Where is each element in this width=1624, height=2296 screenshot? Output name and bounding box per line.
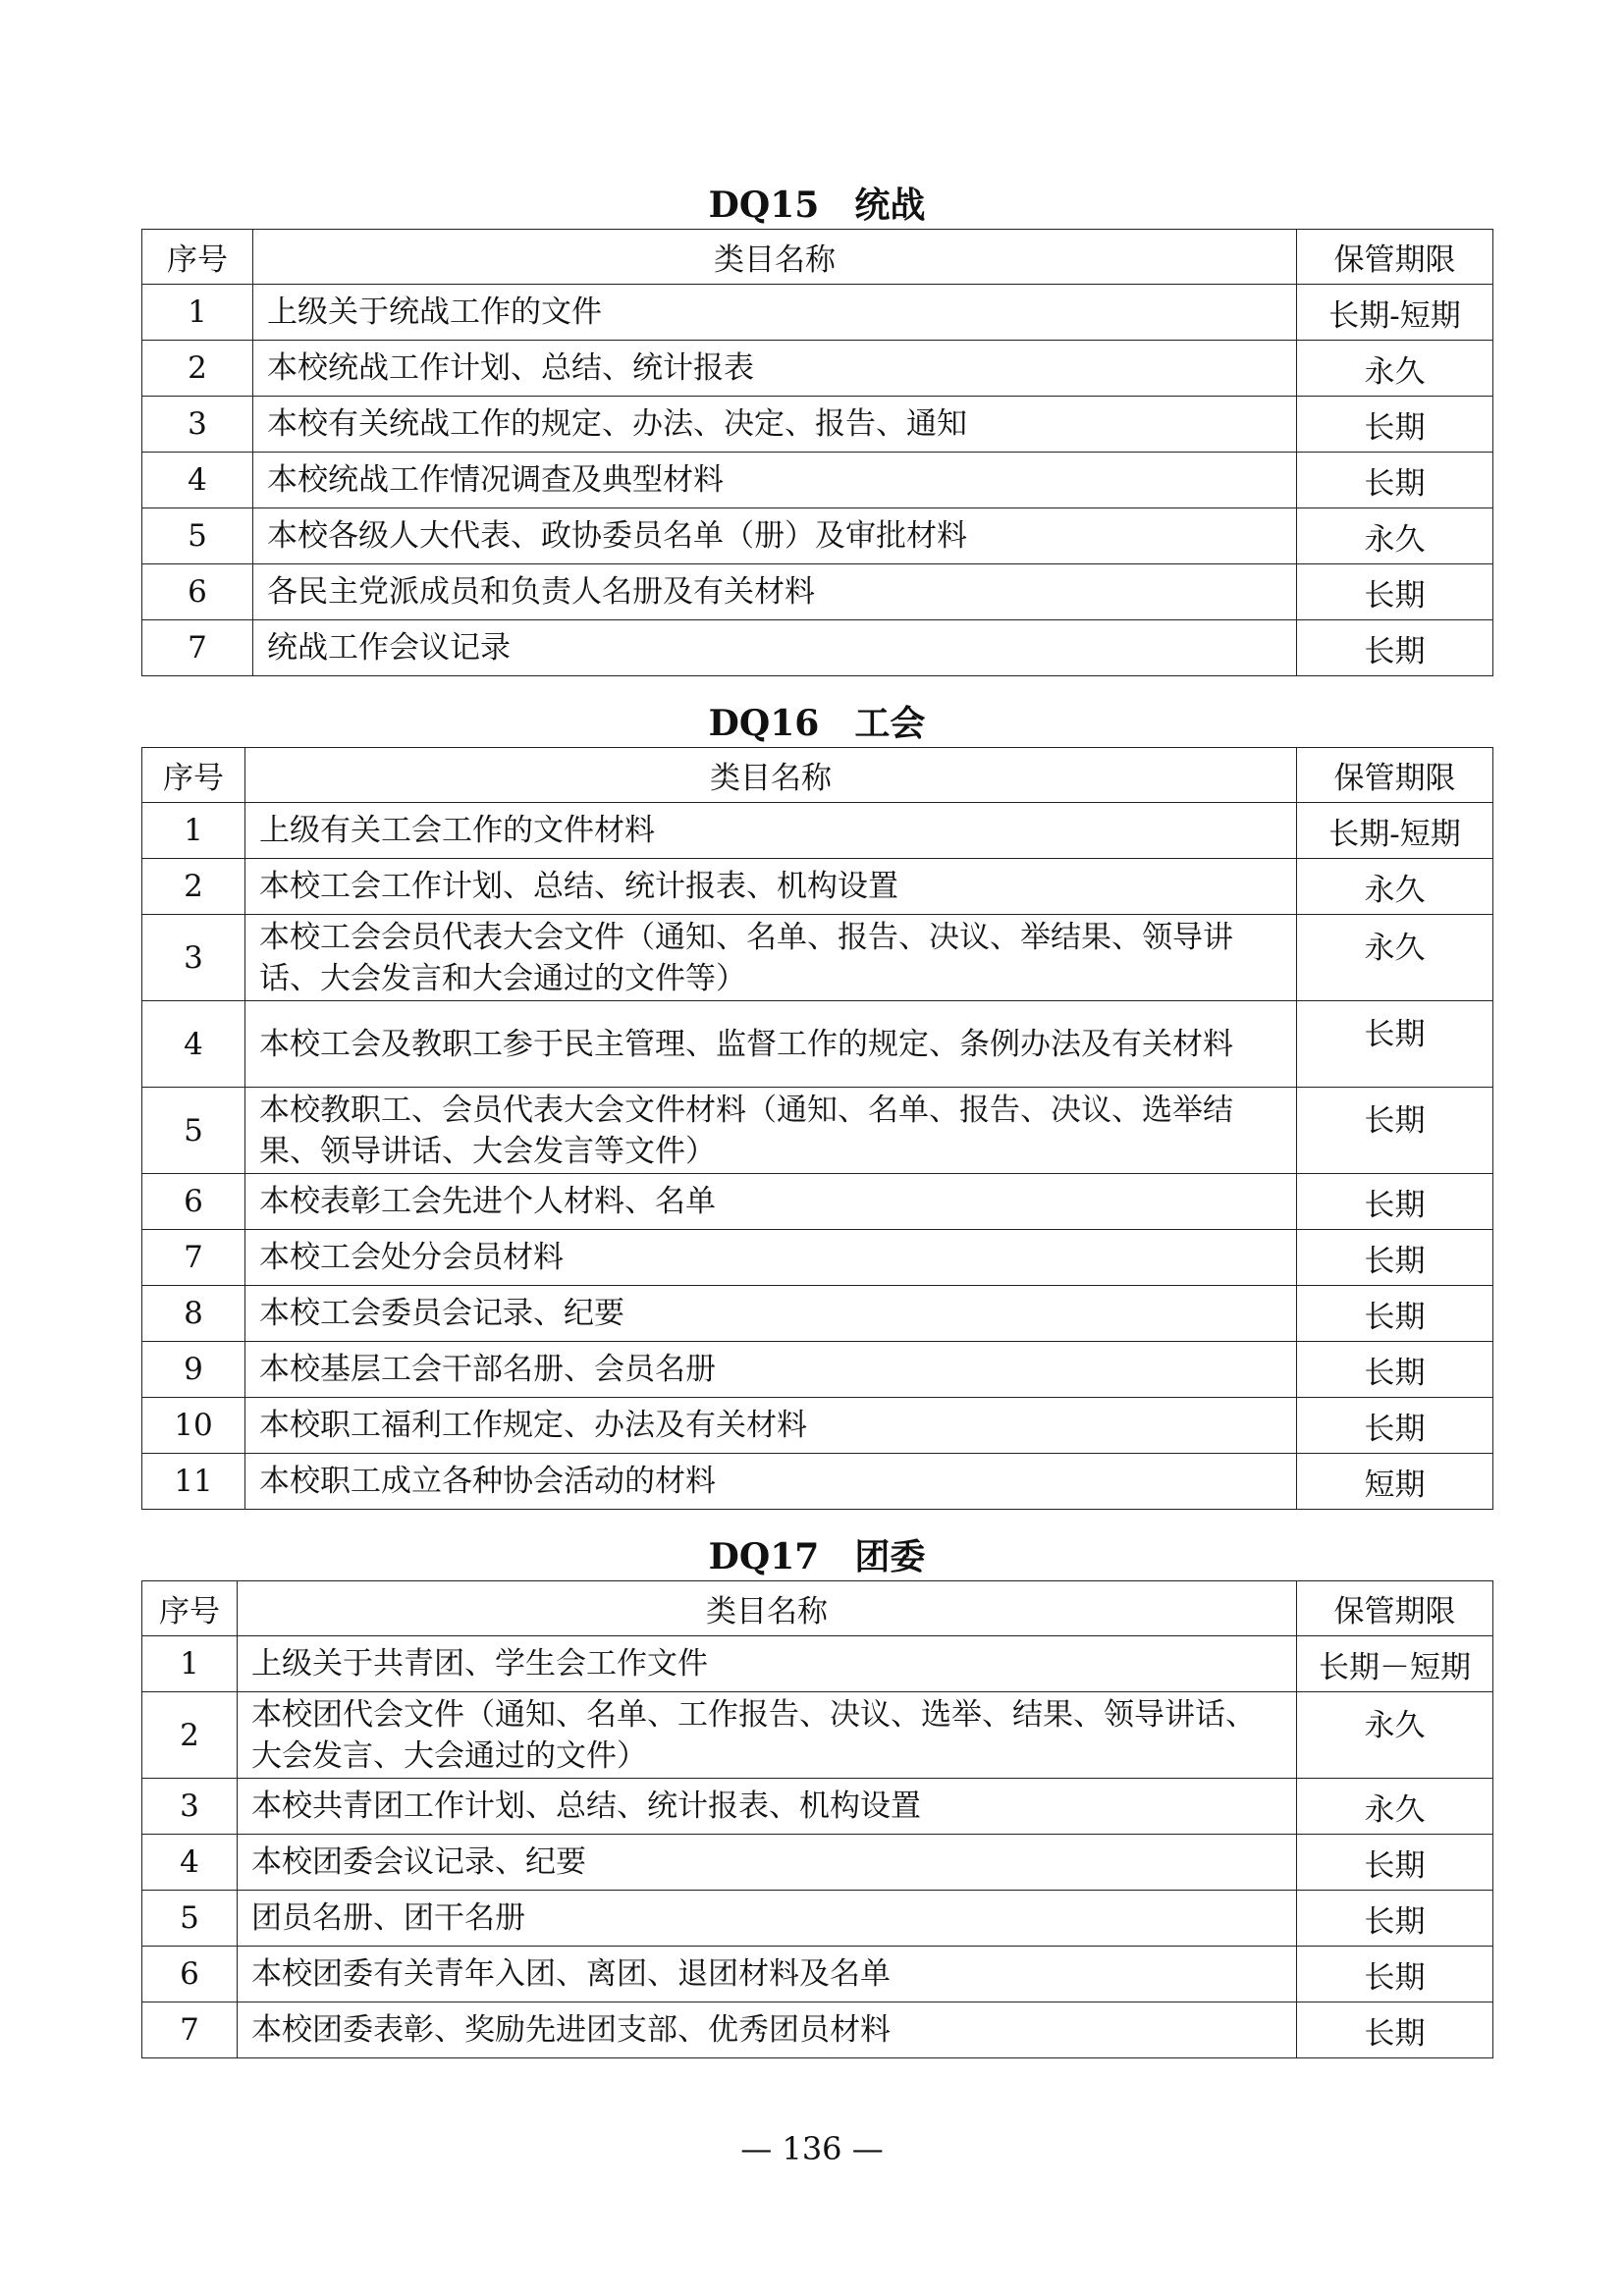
table-row: [142, 285, 1493, 341]
row-name: 本校有关统战工作的规定、办法、决定、报告、通知: [253, 397, 1297, 453]
row-period: 永久: [1297, 1779, 1493, 1835]
table-row: [142, 1454, 1493, 1510]
row-name: 本校统战工作计划、总结、统计报表: [253, 341, 1297, 397]
row-no: 4: [142, 1835, 238, 1891]
section-dq15: [141, 182, 1492, 676]
row-period: 永久: [1297, 915, 1493, 1001]
header-no: 序号: [142, 1581, 238, 1636]
row-no: 9: [142, 1342, 245, 1398]
table-row: [142, 1947, 1493, 2002]
row-name: 本校团委表彰、奖励先进团支部、优秀团员材料: [238, 2002, 1297, 2058]
row-no: 6: [142, 1947, 238, 2002]
row-period: 长期: [1297, 397, 1493, 453]
table-row: [142, 397, 1493, 453]
header-period: 保管期限: [1297, 230, 1493, 285]
row-period: 永久: [1297, 859, 1493, 915]
row-no: 10: [142, 1398, 245, 1454]
row-name: 本校职工成立各种协会活动的材料: [245, 1454, 1297, 1510]
row-period: 永久: [1297, 341, 1493, 397]
row-no: 7: [142, 620, 253, 676]
row-no: 6: [142, 564, 253, 620]
row-name: 本校统战工作情况调查及典型材料: [253, 453, 1297, 508]
row-no: 2: [142, 341, 253, 397]
row-no: 2: [142, 1692, 238, 1779]
header-period: 保管期限: [1297, 1581, 1493, 1636]
row-period: 长期: [1297, 1001, 1493, 1088]
row-period: 长期: [1297, 1088, 1493, 1174]
document-page: [141, 182, 1492, 2058]
row-no: 1: [142, 1636, 238, 1692]
row-name: 各民主党派成员和负责人名册及有关材料: [253, 564, 1297, 620]
row-no: 8: [142, 1286, 245, 1342]
page-number: — 136 —: [740, 2130, 884, 2167]
table-row: [142, 508, 1493, 564]
table-row: [142, 1692, 1493, 1779]
row-period: 长期: [1297, 453, 1493, 508]
row-name: 本校工会工作计划、总结、统计报表、机构设置: [245, 859, 1297, 915]
row-name: 团员名册、团干名册: [238, 1891, 1297, 1947]
row-name: 上级关于统战工作的文件: [253, 285, 1297, 341]
row-period: 长期: [1297, 1947, 1493, 2002]
row-period: 长期: [1297, 1342, 1493, 1398]
table-header-row: [142, 748, 1493, 803]
row-period: 长期: [1297, 1286, 1493, 1342]
row-name: 上级关于共青团、学生会工作文件: [238, 1636, 1297, 1692]
row-no: 3: [142, 1779, 238, 1835]
row-period: 长期: [1297, 2002, 1493, 2058]
section-title: DQ16 工会: [708, 703, 926, 744]
table-row: [142, 1342, 1493, 1398]
table-row: [142, 1835, 1493, 1891]
table-header-row: [142, 1581, 1493, 1636]
row-no: 7: [142, 2002, 238, 2058]
table-row: [142, 1001, 1493, 1088]
row-name: 本校共青团工作计划、总结、统计报表、机构设置: [238, 1779, 1297, 1835]
row-period: 长期: [1297, 620, 1493, 676]
table-row: [142, 1174, 1493, 1230]
header-no: 序号: [142, 230, 253, 285]
section-title: DQ17 团委: [708, 1536, 926, 1577]
row-period: 长期-短期: [1297, 285, 1493, 341]
row-period: 长期: [1297, 1174, 1493, 1230]
row-no: 2: [142, 859, 245, 915]
row-name: 本校基层工会干部名册、会员名册: [245, 1342, 1297, 1398]
row-name: 本校工会处分会员材料: [245, 1230, 1297, 1286]
row-period: 长期: [1297, 1398, 1493, 1454]
header-name: 类目名称: [245, 748, 1297, 803]
row-no: 4: [142, 1001, 245, 1088]
table-row: [142, 1636, 1493, 1692]
catalog-table: [141, 747, 1493, 1510]
section-title: DQ15 统战: [708, 185, 926, 226]
header-name: 类目名称: [253, 230, 1297, 285]
table-header-row: [142, 230, 1493, 285]
row-period: 长期－短期: [1297, 1636, 1493, 1692]
row-no: 4: [142, 453, 253, 508]
row-name: 本校职工福利工作规定、办法及有关材料: [245, 1398, 1297, 1454]
table-row: [142, 1088, 1493, 1174]
row-name: 本校团委有关青年入团、离团、退团材料及名单: [238, 1947, 1297, 2002]
row-name: 本校团代会文件（通知、名单、工作报告、决议、选举、结果、领导讲话、大会发言、大会通过的文件）: [238, 1692, 1297, 1779]
row-no: 3: [142, 915, 245, 1001]
row-period: 长期-短期: [1297, 803, 1493, 859]
table-row: [142, 1286, 1493, 1342]
row-name: 本校团委会议记录、纪要: [238, 1835, 1297, 1891]
row-name: 本校表彰工会先进个人材料、名单: [245, 1174, 1297, 1230]
table-row: [142, 859, 1493, 915]
header-period: 保管期限: [1297, 748, 1493, 803]
table-row: [142, 1230, 1493, 1286]
header-no: 序号: [142, 748, 245, 803]
row-name: 统战工作会议记录: [253, 620, 1297, 676]
catalog-table: [141, 1580, 1493, 2058]
table-row: [142, 453, 1493, 508]
row-no: 1: [142, 285, 253, 341]
catalog-table: [141, 229, 1493, 676]
row-period: 短期: [1297, 1454, 1493, 1510]
row-name: 本校工会会员代表大会文件（通知、名单、报告、决议、举结果、领导讲话、大会发言和大会通过的文件等）: [245, 915, 1297, 1001]
table-row: [142, 564, 1493, 620]
row-no: 5: [142, 1891, 238, 1947]
row-name: 本校工会及教职工参于民主管理、监督工作的规定、条例办法及有关材料: [245, 1001, 1297, 1088]
row-no: 5: [142, 1088, 245, 1174]
row-period: 长期: [1297, 1835, 1493, 1891]
section-dq17: [141, 1533, 1492, 2058]
row-name: 本校工会委员会记录、纪要: [245, 1286, 1297, 1342]
row-name: 本校教职工、会员代表大会文件材料（通知、名单、报告、决议、选举结果、领导讲话、大会发言等文件）: [245, 1088, 1297, 1174]
row-period: 永久: [1297, 1692, 1493, 1779]
row-no: 1: [142, 803, 245, 859]
row-no: 3: [142, 397, 253, 453]
row-period: 长期: [1297, 1891, 1493, 1947]
table-row: [142, 1891, 1493, 1947]
table-row: [142, 915, 1493, 1001]
row-period: 长期: [1297, 1230, 1493, 1286]
header-name: 类目名称: [238, 1581, 1297, 1636]
row-name: 上级有关工会工作的文件材料: [245, 803, 1297, 859]
row-no: 6: [142, 1174, 245, 1230]
row-no: 7: [142, 1230, 245, 1286]
table-row: [142, 803, 1493, 859]
row-no: 11: [142, 1454, 245, 1510]
row-name: 本校各级人大代表、政协委员名单（册）及审批材料: [253, 508, 1297, 564]
section-dq16: [141, 700, 1492, 1510]
row-period: 永久: [1297, 508, 1493, 564]
row-no: 5: [142, 508, 253, 564]
table-row: [142, 620, 1493, 676]
table-row: [142, 2002, 1493, 2058]
table-row: [142, 1779, 1493, 1835]
table-row: [142, 341, 1493, 397]
table-row: [142, 1398, 1493, 1454]
row-period: 长期: [1297, 564, 1493, 620]
